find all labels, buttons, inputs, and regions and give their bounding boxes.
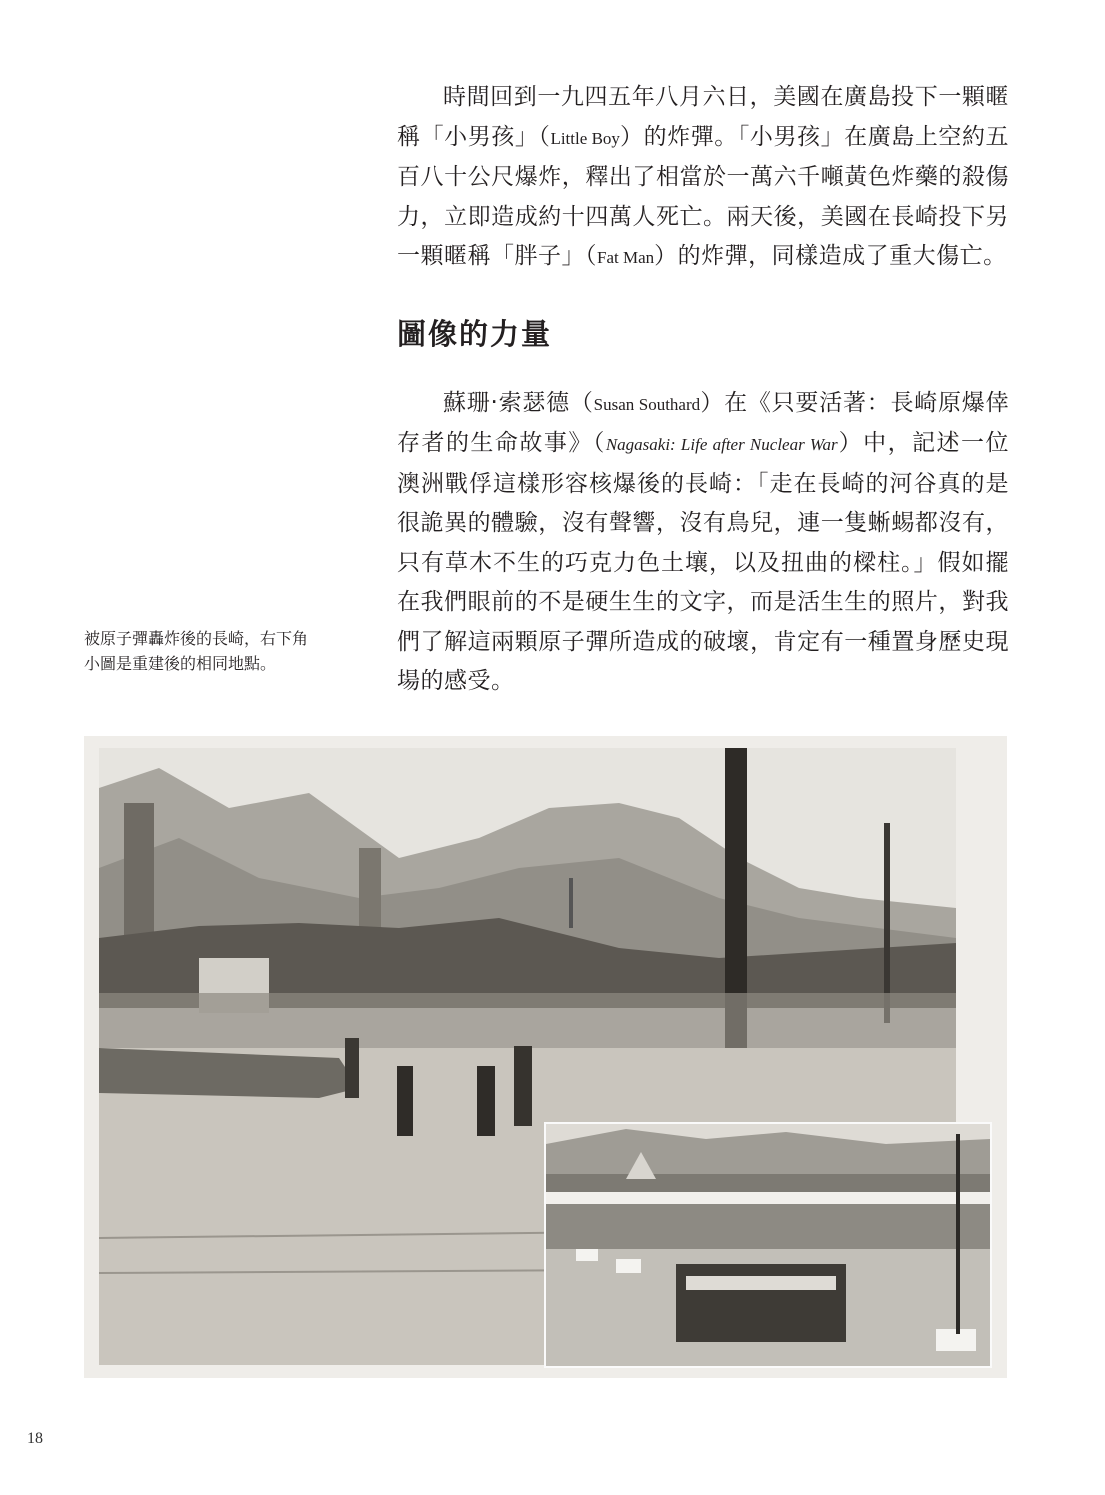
latin-term: Little Boy	[550, 128, 620, 148]
paragraph-1: 時間回到一九四五年八月六日，美國在廣島投下一顆暱稱「小男孩」（Little Boy）的炸彈。「小男孩」在廣島上空約五百八十公尺爆炸，釋出了相當於一萬六千噸黃色炸藥的殺傷力，立即造成約十四萬人死亡。兩天後，美國在長崎投下另一顆暱稱「胖子」（Fat Man）的炸彈，同樣造成了重大傷亡。	[397, 84, 1010, 269]
nagasaki-rebuilt-photo	[546, 1124, 990, 1366]
paragraph-2: 蘇珊‧索瑟德（Susan Southard）在《只要活著：長崎原爆倖存者的生命故事》（Nagasaki: Life after Nuclear War）中，記述一位澳洲戰俘這樣形容核爆後的長崎：「走在長崎的河谷真的是很詭異的體驗，沒有聲響，沒有鳥兒，連一隻蜥蜴都沒有，只有草木不生的巧克力色土壤，以及扭曲的樑柱。」假如擺在我們眼前的不是硬生生的文字，而是活生生的照片，對我們了解這兩顆原子彈所造成的破壞，肯定有一種置身歷史現場的感受。	[397, 389, 1010, 694]
main-text-column	[397, 78, 1009, 702]
page-number: 18	[27, 1430, 43, 1447]
caption-line: 被原子彈轟炸後的長崎，右下角	[84, 629, 309, 648]
caption-line: 小圖是重建後的相同地點。	[84, 654, 277, 673]
photo-caption	[84, 626, 384, 676]
latin-term: Fat Man	[597, 248, 655, 267]
latin-term: Susan Southard	[593, 394, 701, 414]
nagasaki-rebuilt-illustration	[546, 1124, 990, 1366]
section-heading: 圖像的力量	[397, 316, 553, 351]
latin-title: Nagasaki: Life after Nuclear War	[605, 435, 838, 454]
